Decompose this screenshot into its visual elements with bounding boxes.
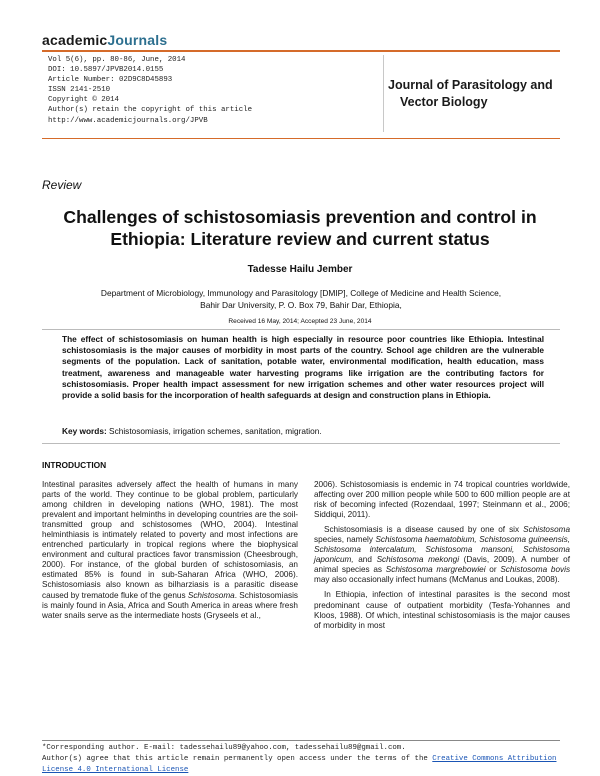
meta-volume: Vol 5(6), pp. 80-86, June, 2014 <box>48 56 186 64</box>
species-name: Schistosoma haematobium, Schistosoma guineensis, Schistosoma intercalatum, Schistosoma mansoni, Schistosoma japonicum, <box>314 535 570 565</box>
journal-title-line1: Journal of Parasitology and <box>388 78 553 92</box>
meta-copyright: Copyright © 2014 <box>48 96 119 105</box>
meta-url[interactable]: http://www.academicjournals.org/JPVB <box>48 116 208 125</box>
body-paragraph: In Ethiopia, infection of intestinal parasites is the second most predominant cause of outpatient morbidity (Tesfa-Yohannes and Kloos, 1988). Of which, intestinal schistosomiasis is the major causes of morbidity in most <box>314 590 570 630</box>
keywords-label: Key words: <box>62 426 107 436</box>
footnote-rule <box>42 740 560 741</box>
footnote <box>42 743 560 776</box>
text-run: Schistosomiasis is a disease caused by one of six <box>324 525 520 535</box>
text-run: . Schistosomiasis is mainly found in Asia, Africa and South America in areas where fresh water snails serve as the intermediate hosts (Gryseels et al., <box>42 590 299 620</box>
species-name: Schistosoma mekongi <box>376 555 460 565</box>
species-name: Schistosoma margrebowiei <box>385 565 486 575</box>
meta-issn: ISSN 2141-2510 <box>48 86 111 95</box>
header-rule-top <box>42 50 560 52</box>
logo-text-academic: academic <box>42 32 108 48</box>
affiliation-line1: Department of Microbiology, Immunology and Parasitology [DMIP], College of Medicine and Health Science, <box>100 288 502 298</box>
article-metadata <box>48 55 252 126</box>
keywords-list: Schistosomiasis, irrigation schemes, sanitation, migration. <box>109 426 322 436</box>
header-divider <box>383 55 384 132</box>
header-rule-bottom <box>42 138 560 139</box>
publisher-logo <box>42 32 167 48</box>
abstract-rule <box>42 329 560 330</box>
genus-name: Schistosoma <box>187 590 235 600</box>
meta-rights: Author(s) retain the copyright of this article <box>48 106 253 115</box>
keywords-rule <box>42 443 560 444</box>
meta-article-number: Article Number: 02D9C8D45893 <box>48 76 173 85</box>
abstract: The effect of schistosomiasis on human health is high especially in resource poor countries like Ethiopia. Intestinal schistosomiasis is the major causes of morbidity in most parts of the country. School age children are the vulnerable segments of the population. Lack of sanitation, potable water, environmental modification, health education, mass treatment, awareness and manageable water harvesting programs like irrigation are the contributing factors for schistosomiasis. Proper health impact assessment for new irrigation schemes and other water resources project will provide a solid basis for the incorporation of health safeguards at design and construction plans in Ethiopia. <box>62 334 544 401</box>
text-run: (Davis, 2009). A number of animal species as <box>314 555 571 575</box>
keywords <box>62 426 544 436</box>
text-run: or <box>489 565 497 575</box>
body-paragraph <box>42 480 298 621</box>
article-type: Review <box>42 178 82 192</box>
body-paragraph <box>314 525 570 585</box>
journal-title <box>388 77 553 111</box>
author-name: Tadesse Hailu Jember <box>247 264 353 275</box>
license-text: Author(s) agree that this article remain permanently open access under the terms of the <box>42 755 428 763</box>
corresponding-author: *Corresponding author. E-mail: tadessehailu89@yahoo.com, tadessehailu89@gmail.com. <box>42 744 406 752</box>
received-dates: Received 16 May, 2014; Accepted 23 June, 2014 <box>228 318 372 325</box>
author-affiliation <box>42 288 560 311</box>
license-note <box>42 754 560 765</box>
introduction-heading: INTRODUCTION <box>42 460 107 470</box>
body-paragraph: 2006). Schistosomiasis is endemic in 74 tropical countries worldwide, affecting over 200 million people while 500 to 600 million people are at risk of becoming infected (Rozendaal, 1997; Steinmann et al., 2006; Siddiqui, 2011). <box>314 480 570 520</box>
license-link[interactable]: Creative Commons Attribution <box>432 755 557 763</box>
text-run: species, namely <box>314 535 373 545</box>
species-name: Schistosoma <box>523 525 571 535</box>
article-title: Challenges of schistosomiasis prevention and control in Ethiopia: Literature review and current status <box>63 207 537 249</box>
logo-text-journals: Journals <box>107 32 168 48</box>
affiliation-line2: Bahir Dar University, P. O. Box 79, Bahir Dar, Ethiopia, <box>200 299 402 310</box>
license-link-continued[interactable]: License 4.0 International License <box>42 766 189 774</box>
text-run: Intestinal parasites adversely affect the health of humans in many parts of the world. They continue to be global problem, particularly among children in developing nations (WHO, 1981). The most prevalent and important helminths in developing countries are the soil-transmitted group and schistosomes (WHO, 2004). Intestinal helminthiasis is intimately related to poverty and most infections are entrenched particularly in tropical regions where the biophysical environment and cultural practices favor transmission (Cheesbrough, 2000). For instance, of the global burden of schistosomiasis, an estimated 85% is found in sub-Saharan Africa (WHO, 2006). Schistosomiasis also known as bilharziasis is a parasitic disease caused by trematode fluke of the genus <box>42 480 298 600</box>
body-column-left <box>42 480 298 621</box>
meta-doi: DOI: 10.5897/JPVB2014.0155 <box>48 66 164 75</box>
journal-title-line2: Vector Biology <box>400 95 488 109</box>
body-column-right <box>314 480 570 631</box>
text-run: may also occasionally infect humans (McManus and Loukas, 2008). <box>314 575 560 585</box>
text-run: and <box>358 555 372 565</box>
species-name: Schistosoma bovis <box>500 565 571 575</box>
